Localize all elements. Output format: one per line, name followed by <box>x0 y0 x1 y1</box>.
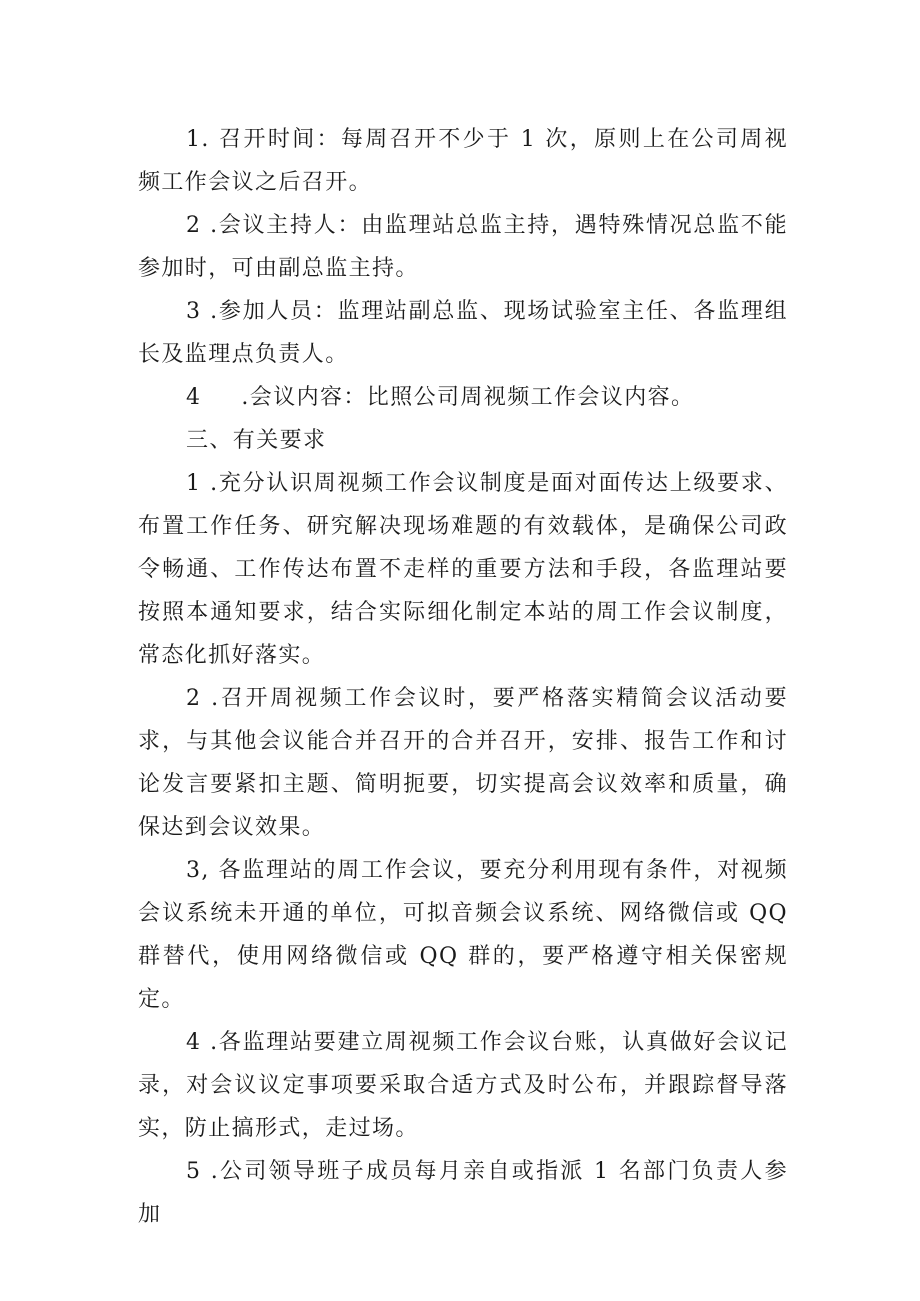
document-body <box>138 118 788 1236</box>
paragraph-requirement-1: 1 .充分认识周视频工作会议制度是面对面传达上级要求、布置工作任务、研究解决现场难题的有效载体，是确保公司政令畅通、工作传达布置不走样的重要方法和手段，各监理站要按照本通知要求，结合实际细化制定本站的周工作会议制度，常态化抓好落实。 <box>138 471 788 668</box>
paragraph-requirement-3: 3, 各监理站的周工作会议，要充分利用现有条件，对视频会议系统未开通的单位，可拟音频会议系统、网络微信或 QQ 群替代，使用网络微信或 QQ 群的，要严格遵守相关保密规定。 <box>138 858 788 1012</box>
paragraph-requirement-2: 2 .召开周视频工作会议时，要严格落实精简会议活动要求，与其他会议能合并召开的合并召开，安排、报告工作和讨论发言要紧扣主题、简明扼要，切实提高会议效率和质量，确保达到会议效果。 <box>138 686 788 840</box>
paragraph-attendees: 3 .参加人员：监理站副总监、现场试验室主任、各监理组长及监理点负责人。 <box>138 299 788 367</box>
paragraph-meeting-content <box>138 376 788 419</box>
paragraph-meeting-host: 2 .会议主持人：由监理站总监主持，遇特殊情况总监不能参加时，可由副总监主持。 <box>138 213 788 281</box>
section-heading-requirements: 三、有关要求 <box>186 428 327 453</box>
paragraph-requirement-4: 4 .各监理站要建立周视频工作会议台账，认真做好会议记录，对会议议定事项要采取合适方式及时公布，并跟踪督导落实，防止搞形式，走过场。 <box>138 1030 788 1141</box>
item-text: .会议内容：比照公司周视频工作会议内容。 <box>241 385 695 410</box>
paragraph-requirement-5: 5 .公司领导班子成员每月亲自或指派 1 名部门负责人参加 <box>138 1159 788 1227</box>
item-number: 4 <box>186 385 202 410</box>
paragraph-meeting-time: 1. 召开时间：每周召开不少于 1 次，原则上在公司周视频工作会议之后召开。 <box>138 127 788 195</box>
